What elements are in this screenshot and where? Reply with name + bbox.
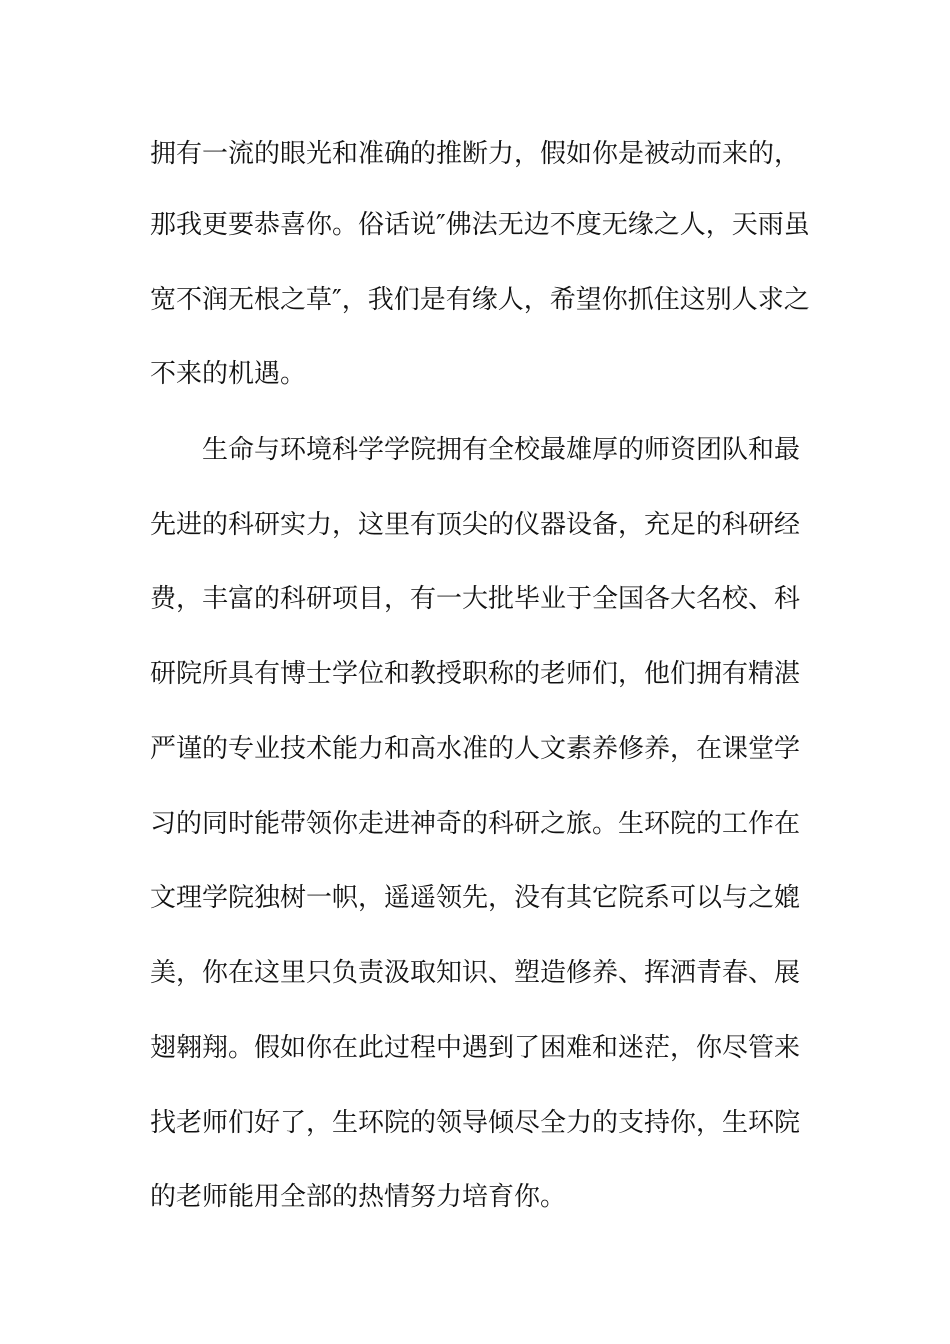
text-line: 的老师能用全部的热情努力培育你。 (150, 1182, 567, 1212)
text-line: 严谨的专业技术能力和高水准的人文素养修养，在课堂学 (150, 734, 801, 764)
text-line: 文理学院独树一帜，遥遥领先，没有其它院系可以与之媲 (150, 883, 801, 913)
text-line: 研院所具有博士学位和教授职称的老师们，他们拥有精湛 (150, 659, 801, 689)
text-line: 找老师们好了，生环院的领导倾尽全力的支持你，生环院 (150, 1108, 801, 1138)
text-line: 费，丰富的科研项目，有一大批毕业于全国各大名校、科 (150, 584, 801, 614)
text-line: 不来的机遇。 (150, 359, 307, 389)
text-line: 美，你在这里只负责汲取知识、塑造修养、挥洒青春、展 (150, 958, 801, 988)
text-line: 那我更要恭喜你。俗话说″佛法无边不度无缘之人，天雨虽 (150, 210, 810, 240)
text-line: 习的同时能带领你走进神奇的科研之旅。生环院的工作在 (150, 809, 801, 839)
text-line: 宽不润无根之草″，我们是有缘人，希望你抓住这别人求之 (150, 285, 810, 315)
text-line: 先进的科研实力，这里有顶尖的仪器设备，充足的科研经 (150, 510, 801, 540)
text-line: 拥有一流的眼光和准确的推断力，假如你是被动而来的， (150, 139, 801, 169)
text-line: 翅翱翔。假如你在此过程中遇到了困难和迷茫，你尽管来 (150, 1033, 801, 1063)
text-line: 生命与环境科学学院拥有全校最雄厚的师资团队和最 (202, 435, 801, 465)
